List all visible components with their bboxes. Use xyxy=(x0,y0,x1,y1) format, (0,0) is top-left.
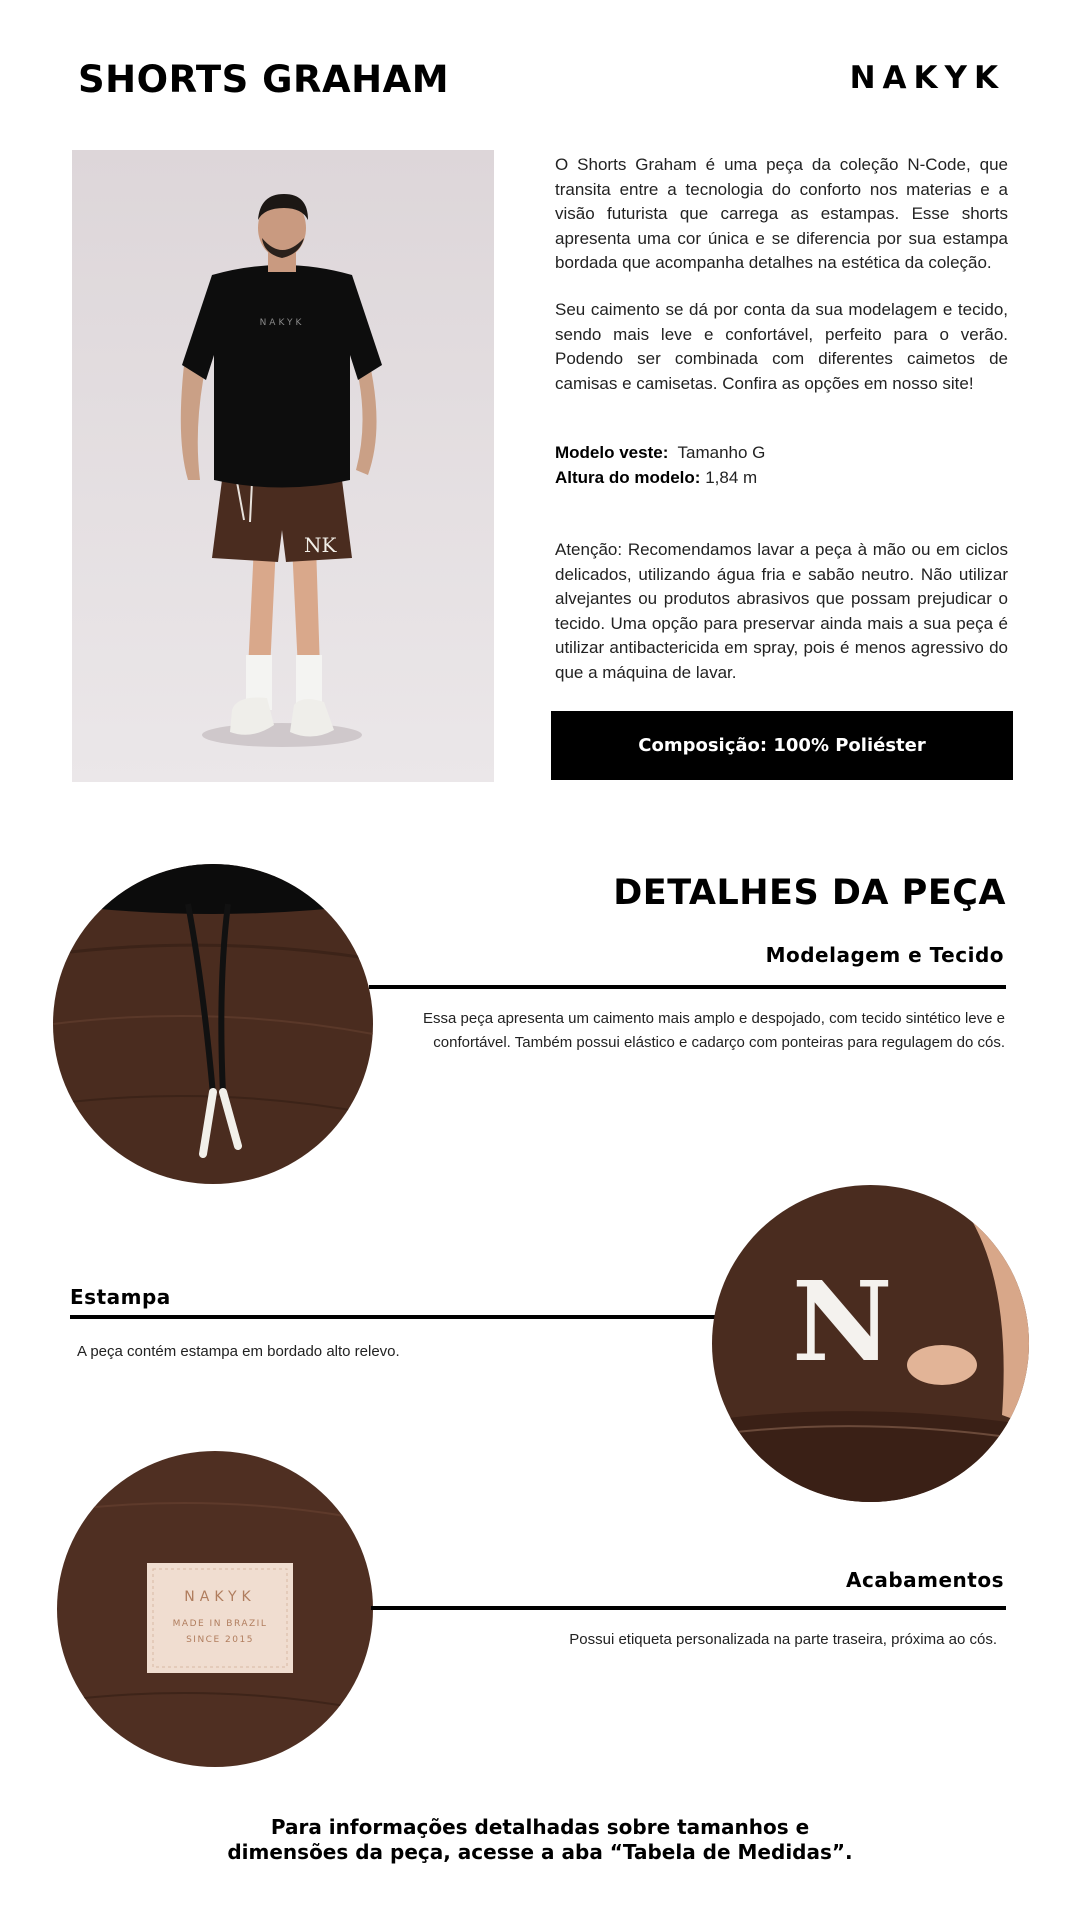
size-info-line-1: Para informações detalhadas sobre tamanhos e xyxy=(270,1815,810,1839)
description-paragraph-2: Seu caimento se dá por conta da sua modelagem e tecido, sendo mais leve e confortável, perfeito para o verão. Podendo ser combinada com diferentes caimetos de camisas e camisetas. Confira as opções em nosso site! xyxy=(555,300,1008,393)
estampa-text: A peça contém estampa em bordado alto relevo. xyxy=(77,1343,400,1360)
model-height xyxy=(555,466,757,491)
acabamentos-divider xyxy=(371,1606,1006,1610)
label-line-2: SINCE 2015 xyxy=(186,1635,254,1645)
composition-bar: Composição: 100% Poliéster xyxy=(551,711,1013,780)
label-line-1: MADE IN BRAZIL xyxy=(172,1619,268,1629)
shorts-logo: NK xyxy=(304,533,337,557)
model-size-label: Modelo veste: xyxy=(555,443,669,462)
model-photo xyxy=(72,150,494,782)
size-info-line-2: dimensões da peça, acesse a aba “Tabela de Medidas”. xyxy=(227,1840,853,1864)
model-height-label: Altura do modelo: xyxy=(555,468,701,487)
description-paragraph-1: O Shorts Graham é uma peça da coleção N-Code, que transita entre a tecnologia do conforto nos materias e a visão futurista que carrega as estampas. Esse shorts apresenta uma cor única e se diferencia por sua estampa bordada que acompanha detalhes na estética da coleção. xyxy=(555,155,1008,272)
model-size-value: Tamanho G xyxy=(677,443,766,462)
care-instructions: Atenção: Recomendamos lavar a peça à mão ou em ciclos delicados, utilizando água fria e sabão neutro. Não utilizar alvejantes ou produtos abrasivos que possam prejudicar o tecido. Uma opção para preservar ainda mais a sua peça é utilizar antibactericida em spray, pois é menos agressivo do que a máquina de lavar. xyxy=(555,540,1008,682)
page-title: SHORTS GRAHAM xyxy=(78,58,450,101)
modelagem-divider xyxy=(369,985,1006,989)
acabamentos-title: Acabamentos xyxy=(846,1568,1004,1592)
estampa-divider xyxy=(70,1315,723,1319)
acabamentos-text: Possui etiqueta personalizada na parte traseira, próxima ao cós. xyxy=(569,1631,997,1648)
shirt-print: NAKYK xyxy=(259,318,305,328)
model-height-value: 1,84 m xyxy=(705,468,758,487)
brand-logo: NAKYK xyxy=(849,60,1005,96)
details-title: DETALHES DA PEÇA xyxy=(613,873,1006,913)
embroidered-logo: N xyxy=(792,1257,893,1386)
estampa-title: Estampa xyxy=(70,1285,171,1309)
embroidery-detail-photo xyxy=(712,1185,1029,1502)
size-info-note xyxy=(140,1815,940,1865)
drawstring-detail-photo xyxy=(53,864,373,1184)
model-size xyxy=(555,441,765,466)
modelagem-title: Modelagem e Tecido xyxy=(765,943,1004,967)
label-brand: NAKYK xyxy=(184,1589,256,1605)
label-detail-photo xyxy=(57,1451,373,1767)
modelagem-text: Essa peça apresenta um caimento mais amplo e despojado, com tecido sintético leve e confortável. Também possui elástico e cadarço com ponteiras para regulagem do cós. xyxy=(423,1010,1005,1051)
